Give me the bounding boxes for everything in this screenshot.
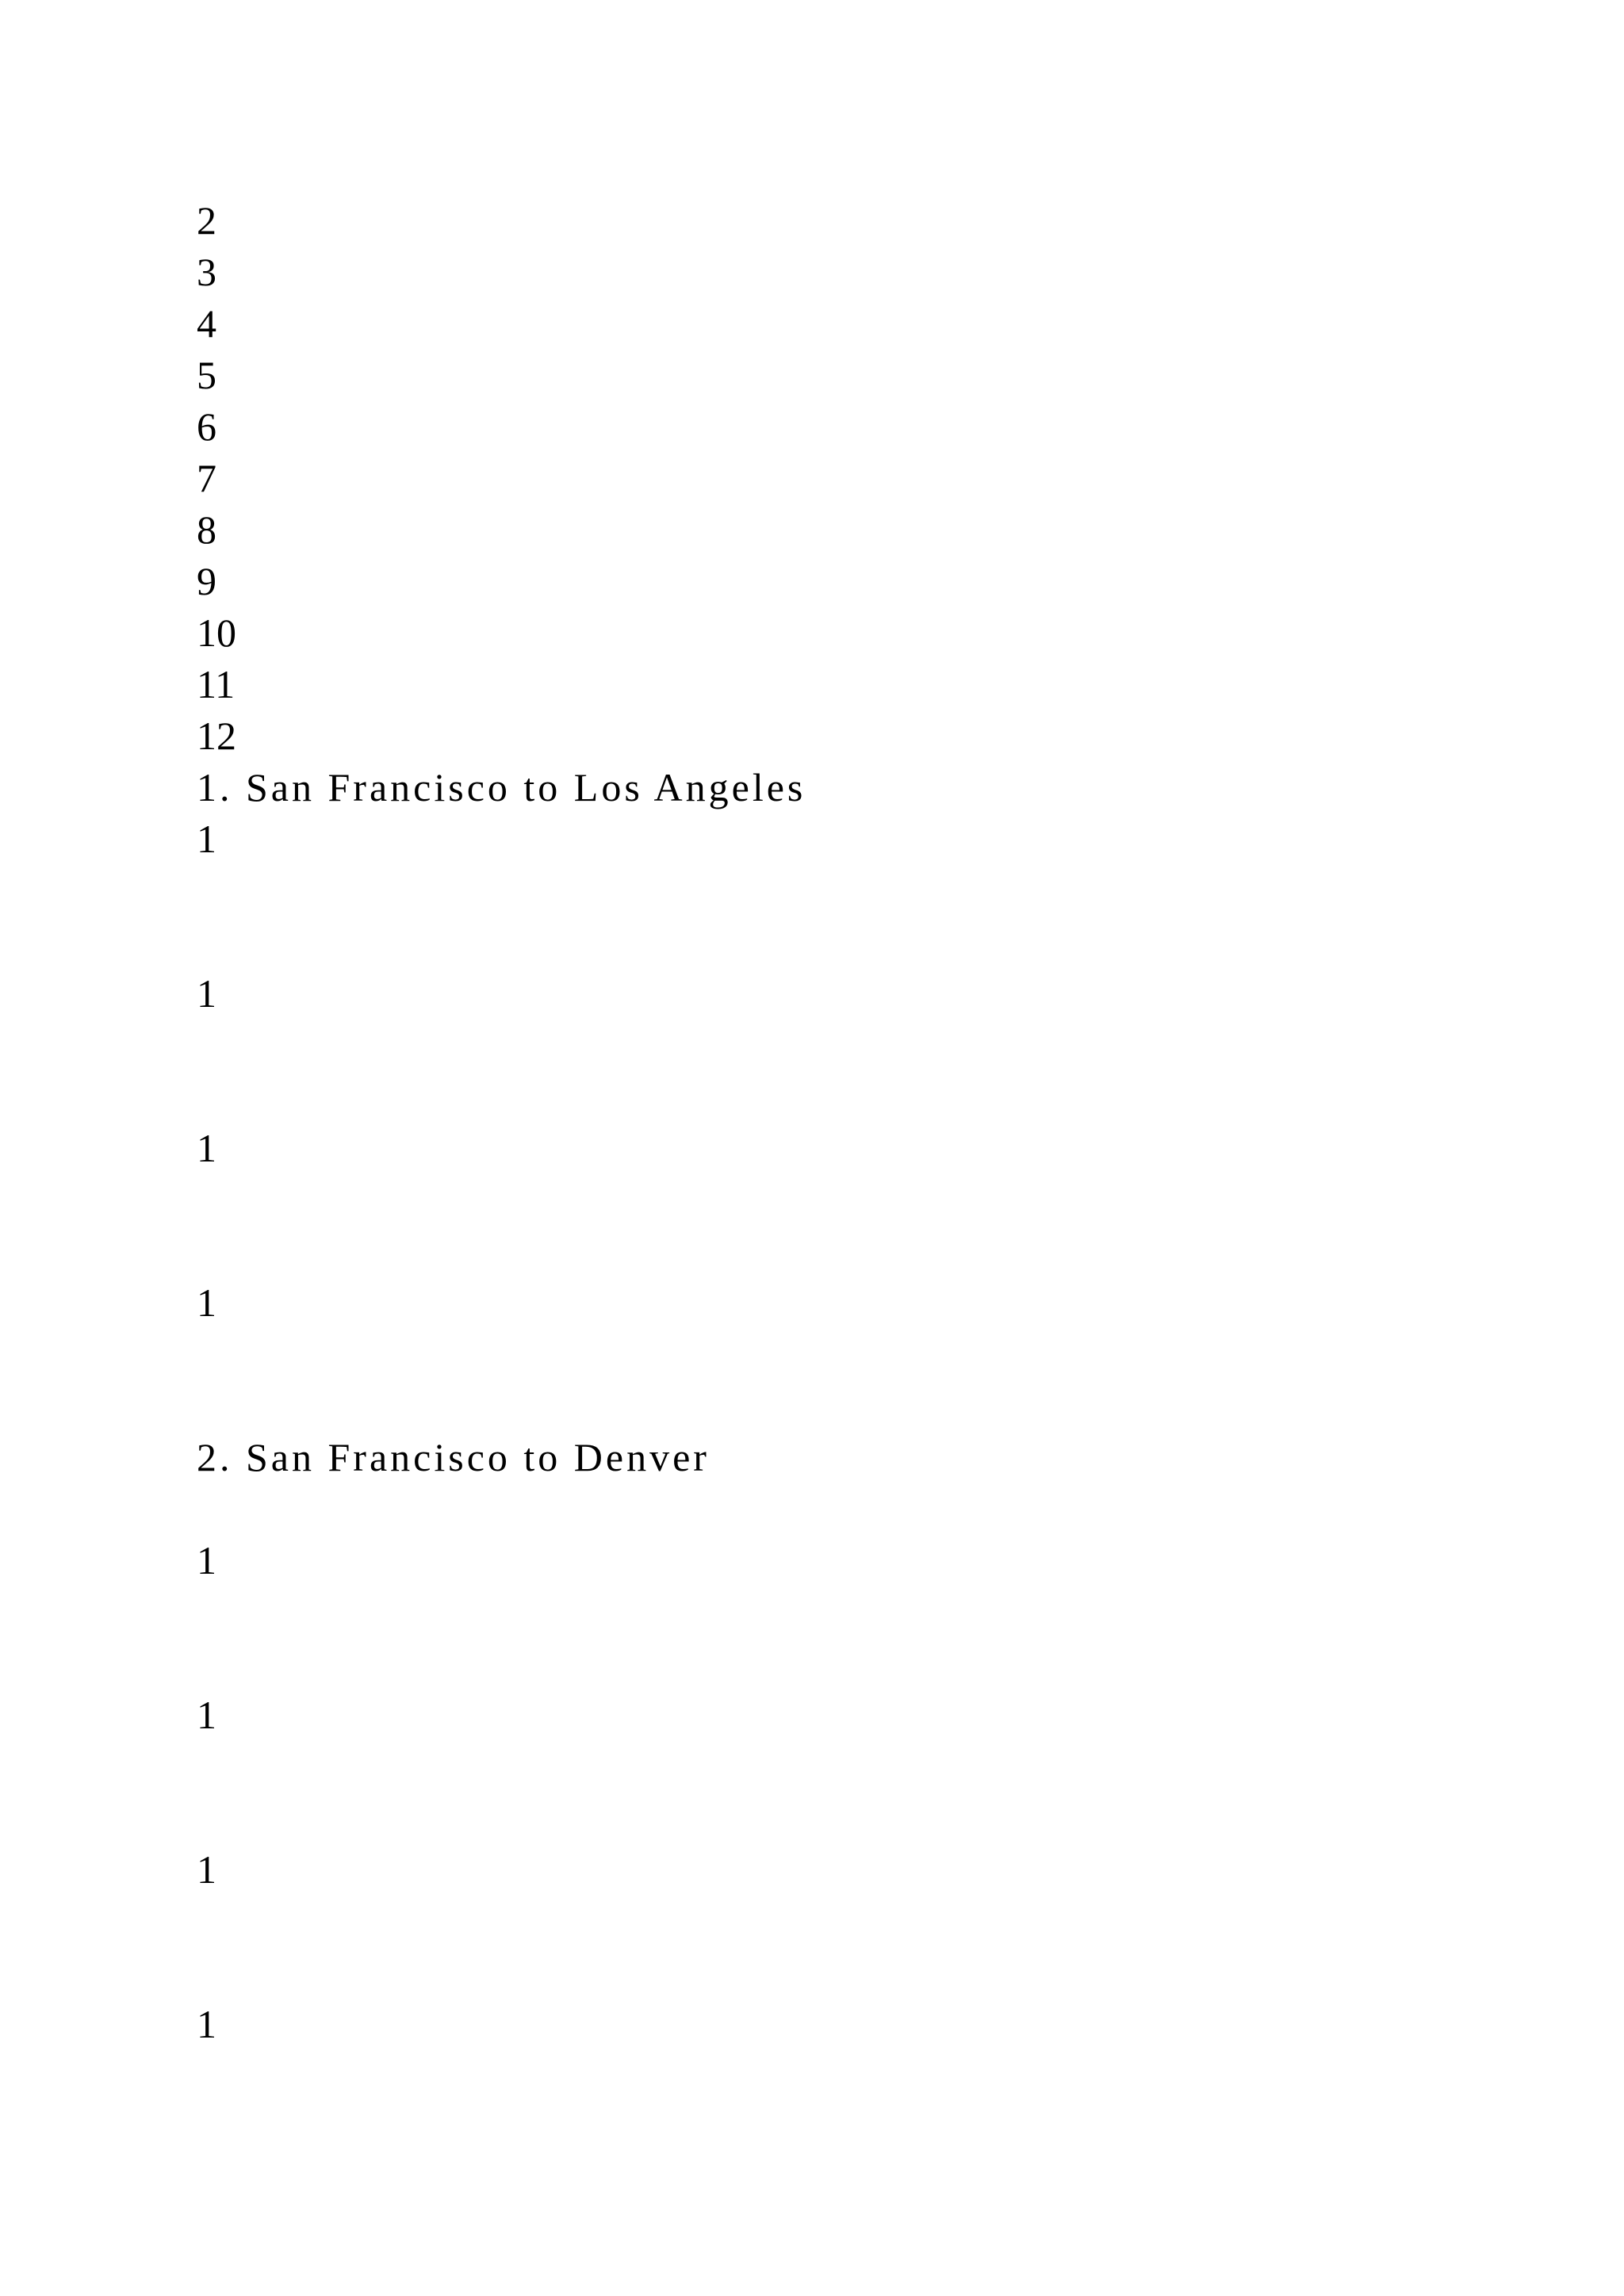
section-2-value-1: 1 (197, 1538, 216, 1582)
line-number-8: 8 (197, 507, 216, 552)
line-number-5: 5 (197, 353, 216, 397)
line-number-2: 2 (197, 198, 216, 243)
section-2-value-4: 1 (197, 2002, 216, 2046)
line-number-12: 12 (197, 714, 236, 758)
section-1-value-4: 1 (197, 1280, 216, 1325)
line-number-6: 6 (197, 404, 216, 449)
section-1-value-3: 1 (197, 1126, 216, 1170)
section-2-heading: 2. San Francisco to Denver (197, 1435, 710, 1479)
line-number-4: 4 (197, 301, 216, 346)
line-number-9: 9 (197, 559, 216, 603)
section-1-heading: 1. San Francisco to Los Angeles (197, 765, 806, 809)
line-number-7: 7 (197, 456, 216, 500)
line-number-10: 10 (197, 610, 236, 655)
line-number-3: 3 (197, 250, 216, 294)
line-number-11: 11 (197, 662, 236, 706)
section-2-value-3: 1 (197, 1847, 216, 1892)
section-1-value-2: 1 (197, 971, 216, 1016)
section-1-value-1: 1 (197, 817, 216, 861)
section-2-value-2: 1 (197, 1693, 216, 1737)
